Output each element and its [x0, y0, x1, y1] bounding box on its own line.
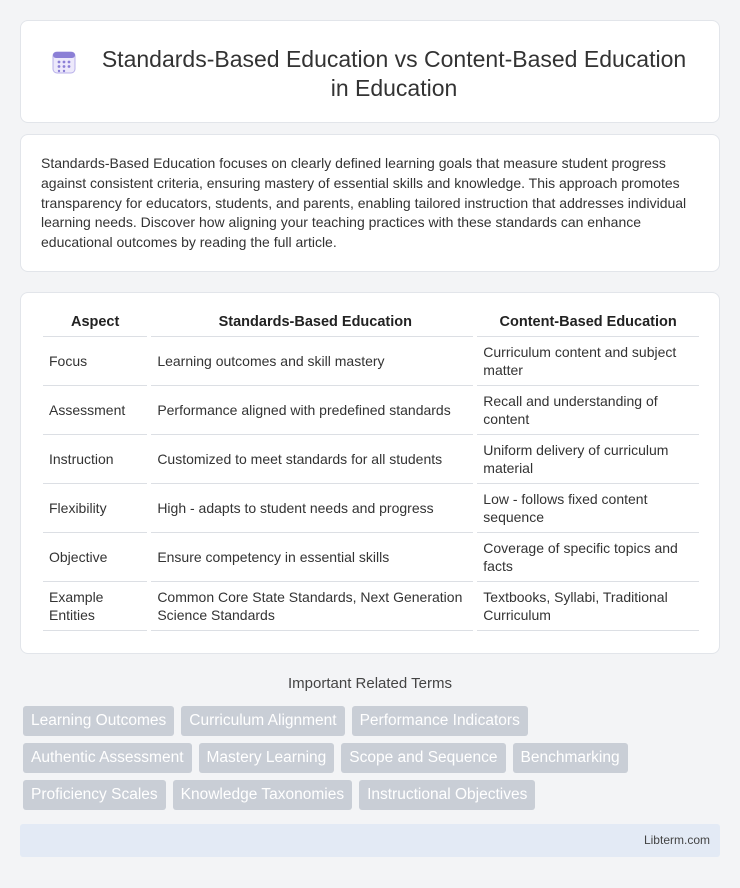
cell-standards: Performance aligned with predefined standards — [151, 386, 473, 435]
cell-aspect: Flexibility — [43, 484, 147, 533]
term-tag[interactable]: Proficiency Scales — [23, 780, 166, 810]
title-card — [20, 20, 720, 123]
term-tag[interactable]: Performance Indicators — [352, 706, 528, 736]
cell-standards: Common Core State Standards, Next Generation Science Standards — [151, 582, 473, 631]
table-row — [43, 484, 699, 533]
related-terms-title: Important Related Terms — [288, 675, 452, 692]
cell-standards: High - adapts to student needs and progress — [151, 484, 473, 533]
footer — [20, 824, 720, 857]
cell-aspect: Focus — [43, 337, 147, 386]
cell-aspect: Assessment — [43, 386, 147, 435]
term-tag[interactable]: Curriculum Alignment — [181, 706, 344, 736]
intro-card — [20, 134, 720, 272]
cell-standards: Learning outcomes and skill mastery — [151, 337, 473, 386]
cell-content: Textbooks, Syllabi, Traditional Curriculum — [477, 582, 699, 631]
term-tag[interactable]: Learning Outcomes — [23, 706, 174, 736]
term-tag[interactable]: Authentic Assessment — [23, 743, 192, 773]
cell-content: Curriculum content and subject matter — [477, 337, 699, 386]
calendar-icon — [51, 49, 77, 75]
table-header-row — [43, 314, 699, 337]
cell-standards: Customized to meet standards for all students — [151, 435, 473, 484]
table-row — [43, 533, 699, 582]
footer-site-link[interactable]: Libterm.com — [643, 833, 710, 847]
table-row — [43, 386, 699, 435]
comparison-table-card — [20, 292, 720, 654]
cell-content: Low - follows fixed content sequence — [477, 484, 699, 533]
cell-aspect: Objective — [43, 533, 147, 582]
header-standards-based: Standards-Based Education — [151, 314, 473, 337]
page-title: Standards-Based Education vs Content-Based Education in Education — [101, 46, 687, 101]
related-terms-list — [23, 706, 703, 817]
table-row — [43, 582, 699, 631]
table-row — [43, 435, 699, 484]
cell-aspect: Instruction — [43, 435, 147, 484]
cell-content: Recall and understanding of content — [477, 386, 699, 435]
cell-standards: Ensure competency in essential skills — [151, 533, 473, 582]
table-row — [43, 337, 699, 386]
term-tag[interactable]: Instructional Objectives — [359, 780, 535, 810]
comparison-table — [43, 314, 699, 631]
term-tag[interactable]: Benchmarking — [513, 743, 628, 773]
intro-paragraph: Standards-Based Education focuses on clearly defined learning goals that measure student progress against consistent criteria, ensuring mastery of essential skills and knowledge. This approach promotes transparency for educators, students, and parents, enabling tailored instruction that addresses individual learning needs. Discover how aligning your teaching practices with these standards can enhance educational outcomes by reading the full article. — [41, 155, 687, 251]
cell-aspect: Example Entities — [43, 582, 147, 631]
term-tag[interactable]: Mastery Learning — [199, 743, 335, 773]
header-content-based: Content-Based Education — [477, 314, 699, 337]
header-aspect: Aspect — [43, 314, 147, 337]
cell-content: Uniform delivery of curriculum material — [477, 435, 699, 484]
term-tag[interactable]: Knowledge Taxonomies — [173, 780, 352, 810]
term-tag[interactable]: Scope and Sequence — [341, 743, 505, 773]
cell-content: Coverage of specific topics and facts — [477, 533, 699, 582]
